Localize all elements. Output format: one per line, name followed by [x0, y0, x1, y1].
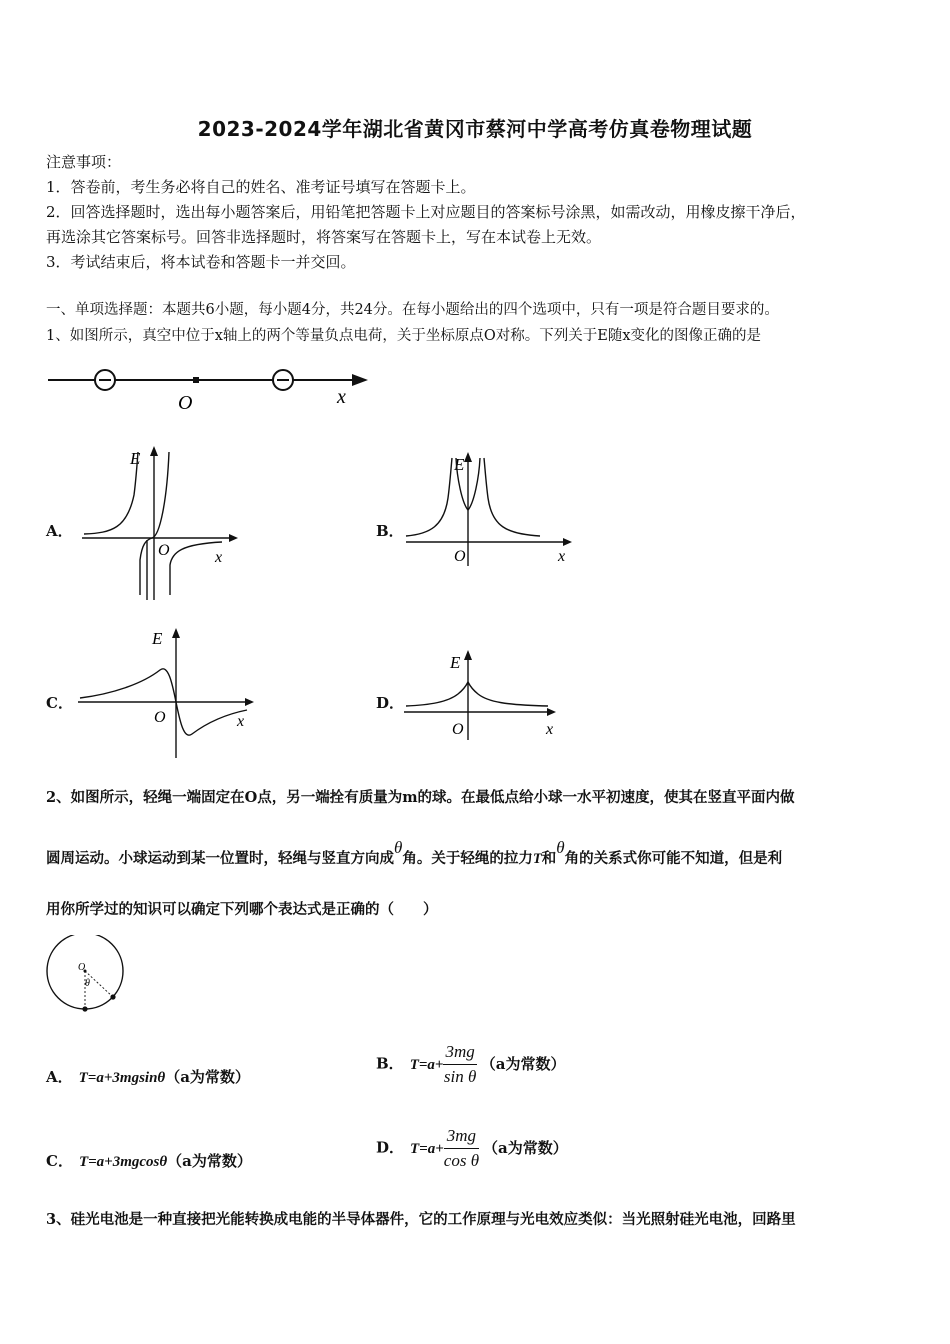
x-label: x [337, 386, 346, 408]
center-label: O [78, 962, 86, 973]
circular-motion-figure [40, 935, 135, 1017]
question-3-stem: 3、硅光电池是一种直接把光能转换成电能的半导体器件，它的工作原理与光电效应类似：当光照射硅光电池，回路里 [46, 1211, 796, 1228]
option-d[interactable]: D． T=a+ $\frac{3mg}{\text{cos θ}}$ （a为常数） [376, 1126, 568, 1170]
x-axis-arrow-icon [352, 374, 368, 386]
e-axis-label: E [152, 629, 163, 648]
tension-symbol: T [532, 851, 542, 867]
question-1-stem: 1、如图所示，真空中位于x轴上的两个等量负点电荷，关于坐标原点O对称。下列关于E随x变化的图像正确的是 [46, 328, 762, 344]
page-title: 2023-2024学年湖北省黄冈市蔡河中学高考仿真卷物理试题 [197, 117, 753, 141]
option-c-label[interactable]: C． [46, 694, 73, 712]
origin-label: O [178, 392, 193, 412]
option-b[interactable]: B． T=a+ $\frac{3mg}{\text{sin θ}}$ （a为常数） [376, 1042, 566, 1086]
fraction: $\frac{3mg}{\text{cos θ}}$ [443, 1126, 480, 1170]
question-2-line-3: 用你所学过的知识可以确定下列哪个表达式是正确的（ ） [46, 901, 438, 918]
graph-option-b [400, 448, 580, 573]
origin-label: O [154, 709, 166, 726]
option-c[interactable]: C． T=a+3mgcosθ（a为常数） [46, 1152, 252, 1170]
option-b-label[interactable]: B． [376, 522, 404, 540]
e-axis-label: E [130, 449, 141, 468]
notice-item: 3．考试结束后，将本试卷和答题卡一并交回。 [46, 253, 356, 271]
section-heading: 一、单项选择题：本题共6小题，每小题4分，共24分。在每小题给出的四个选项中，只有一项是符合题目要求的。 [46, 302, 779, 318]
theta-label: θ [85, 978, 90, 989]
x-axis-label: x [215, 549, 223, 566]
graph-option-a [72, 440, 242, 605]
origin-point [193, 377, 199, 383]
lowest-point-ball [82, 1006, 87, 1011]
question-2-line-2: 圆周运动。小球运动到某一位置时，轻绳与竖直方向成θ角。关于轻绳的拉力T和θ角的关系式你可能不知道，但是利 [46, 838, 783, 867]
theta-symbol: θ [394, 838, 403, 857]
x-axis-label: x [546, 721, 554, 738]
graph-option-d [400, 648, 570, 748]
graph-option-c [72, 622, 262, 762]
notice-item: 1．答卷前，考生务必将自己的姓名、准考证号填写在答题卡上。 [46, 178, 476, 196]
theta-symbol: θ [556, 838, 565, 857]
fraction: $\frac{3mg}{\text{sin θ}}$ [443, 1042, 477, 1086]
notice-item: 2．回答选择题时，选出每小题答案后，用铅笔把答题卡上对应题目的答案标号涂黑，如需改动，用橡皮擦干净后， [46, 203, 806, 221]
origin-label: O [452, 721, 464, 738]
charges-on-x-axis-figure [40, 360, 380, 412]
notice-heading: 注意事项： [46, 153, 122, 171]
option-d-label[interactable]: D． [376, 694, 405, 712]
x-axis-label: x [558, 548, 566, 565]
e-axis-label: E [454, 455, 465, 474]
question-2-line-1: 2、如图所示，轻绳一端固定在O点，另一端拴有质量为m的球。在最低点给小球一水平初速度，使其在竖直平面内做 [46, 789, 795, 806]
origin-label: O [158, 542, 170, 559]
origin-label: O [454, 548, 466, 565]
option-a-label[interactable]: A． [46, 522, 73, 540]
e-axis-label: E [450, 653, 461, 672]
x-axis-label: x [237, 713, 245, 730]
option-a[interactable]: A． T=a+3mgsinθ（a为常数） [46, 1068, 250, 1086]
notice-item: 再选涂其它答案标号。回答非选择题时，将答案写在答题卡上，写在本试卷上无效。 [46, 228, 602, 246]
ball [110, 994, 115, 999]
